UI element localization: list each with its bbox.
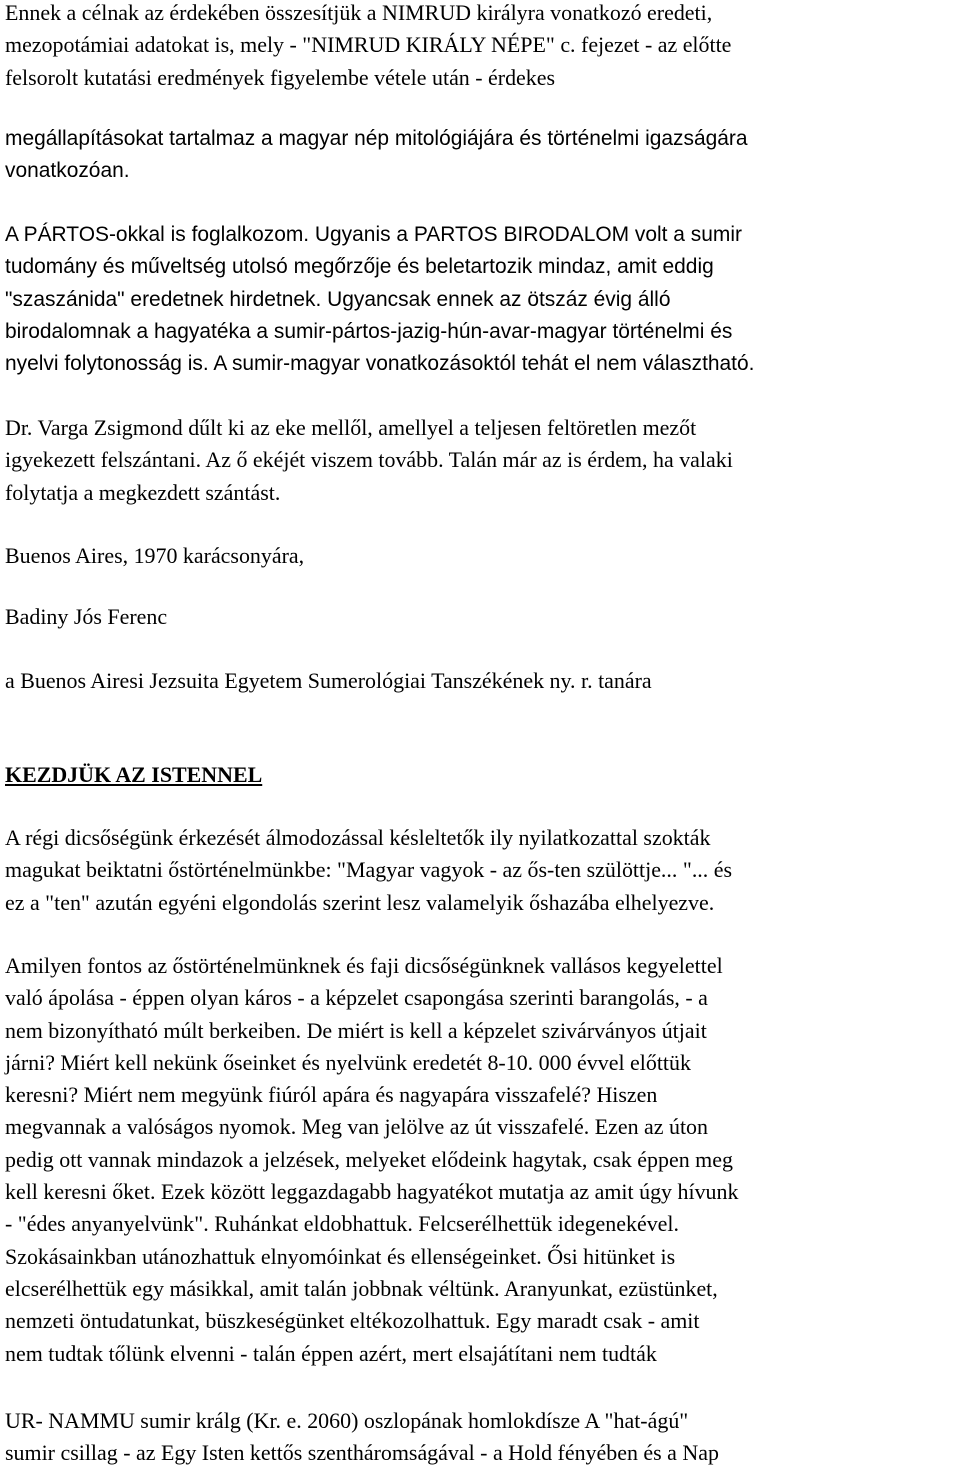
text-line: "szaszánida" eredetnek hirdetnek. Ugyancsak ennek az ötszáz évig álló: [5, 287, 671, 311]
text-line: sumir csillag - az Egy Isten kettős szentháromságával - a Hold fényében és a Nap: [5, 1440, 719, 1466]
text-line: keresni? Miért nem megyünk fiúról apára és nagyapára visszafelé? Hiszen: [5, 1082, 658, 1108]
text-line: megállapításokat tartalmaz a magyar nép mitológiájára és történelmi igazságára: [5, 127, 748, 150]
author-affiliation: [5, 665, 957, 697]
text-line: elcserélhettük egy másikkal, amit talán jobbnak véltünk. Aranyunkat, ezüstünket,: [5, 1275, 718, 1301]
paragraph-urnammu: [5, 1405, 957, 1470]
text-line: nem bizonyítható múlt berkeiben. De miért is kell a képzelet szivárványos útjait: [5, 1017, 707, 1043]
paragraph-dicsoseg: [5, 822, 957, 919]
paragraph-partos: [5, 219, 957, 380]
text-line: Badiny Jós Ferenc: [5, 604, 168, 629]
text-line: ez a "ten" azután egyéni elgondolás szerint lesz valamelyik őshazába elhelyezve.: [5, 889, 715, 915]
text-line: Amilyen fontos az őstörténelmünknek és faji dicsőségünknek vallásos kegyelettel: [5, 953, 723, 978]
paragraph-intro: [5, 0, 957, 94]
text-line: a Buenos Airesi Jezsuita Egyetem Sumerológiai Tanszékének ny. r. tanára: [5, 668, 652, 693]
paragraph-amilyen: [5, 950, 957, 1370]
text-line: nemzeti öntudatunkat, büszkeségünket eltékozolhattuk. Egy maradt csak - amit: [5, 1308, 700, 1334]
text-line: járni? Miért kell nekünk őseinket és nyelvünk eredetét 8-10. 000 évvel előttük: [5, 1049, 691, 1075]
text-line: folytatja a megkezdett szántást.: [5, 479, 281, 505]
text-line: birodalomnak a hagyatéka a sumir-pártos-jazig-hún-avar-magyar történelmi és: [5, 319, 733, 343]
author-name: [5, 601, 957, 633]
text-line: felsorolt kutatási eredmények figyelembe vétele után - érdekes: [5, 64, 556, 90]
text-line: tudomány és műveltség utolsó megőrzője és beletartozik mindaz, amit eddig: [5, 255, 714, 279]
text-line: igyekezett felszántani. Az ő ekéjét viszem tovább. Talán már az is érdem, ha valaki: [5, 447, 733, 473]
text-line: Buenos Aires, 1970 karácsonyára,: [5, 543, 305, 568]
text-line: magukat beiktatni őstörténelmünkbe: "Magyar vagyok - az ős-ten szülöttje... "... és: [5, 857, 733, 883]
text-line: megvannak a valóságos nyomok. Meg van jelölve az út visszafelé. Ezen az úton: [5, 1114, 708, 1140]
text-line: Szokásainkban utánozhattuk elnyomóinkat és ellenségeinket. Ősi hitünket is: [5, 1243, 676, 1269]
text-line: A PÁRTOS-okkal is foglalkozom. Ugyanis a PARTOS BIRODALOM volt a sumir: [5, 223, 742, 246]
section-heading: [5, 759, 957, 791]
text-line: Ennek a célnak az érdekében összesítjük a NIMRUD királyra vonatkozó eredeti,: [5, 0, 713, 25]
text-line: Dr. Varga Zsigmond dűlt ki az eke mellől, amellyel a teljesen feltöretlen mezőt: [5, 415, 697, 440]
text-line: nyelvi folytonosság is. A sumir-magyar vonatkozásoktól tehát el nem választható.: [5, 352, 755, 376]
text-line: kell keresni őket. Ezek között leggazdagabb hagyatékot mutatja az amit úgy hívunk: [5, 1179, 739, 1205]
text-line: vonatkozóan.: [5, 159, 130, 183]
text-line: való ápolása - éppen olyan káros - a képzelet csapongása szerinti barangolás, - a: [5, 985, 708, 1011]
text-line: pedig ott vannak mindazok a jelzések, melyeket elődeink hagytak, csak éppen meg: [5, 1146, 733, 1172]
text-line: - "édes anyanyelvünk". Ruhánkat eldobhattuk. Felcserélhettük idegenekével.: [5, 1211, 679, 1237]
text-line: A régi dicsőségünk érkezését álmodozással késleltetők ily nyilatkozattal szokták: [5, 825, 711, 850]
text-line: nem tudtak tőlünk elvenni - talán éppen azért, mert elsajátítani nem tudták: [5, 1340, 657, 1366]
place-date: [5, 540, 957, 572]
heading-text: KEZDJÜK AZ ISTENNEL: [5, 762, 263, 787]
text-line: UR- NAMMU sumir králg (Kr. e. 2060) oszlopának homlokdísze A "hat-ágú": [5, 1408, 689, 1433]
paragraph-varga: [5, 412, 957, 509]
text-line: mezopotámiai adatokat is, mely - "NIMRUD KIRÁLY NÉPE" c. fejezet - az előtte: [5, 32, 732, 58]
paragraph-megallapitasok: [5, 123, 957, 188]
